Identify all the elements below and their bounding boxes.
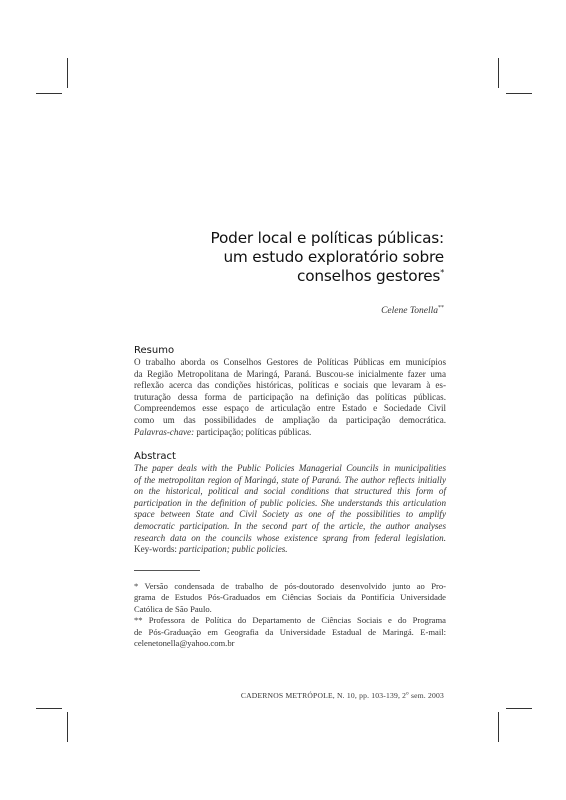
title-line: Poder local e políticas públicas:: [210, 229, 444, 247]
footnote-rule: [134, 570, 200, 571]
abstract-keywords: [134, 544, 446, 556]
abstract-line: democratic participation. In the second part of the article, the author analyses: [134, 520, 446, 531]
resumo-line: Compreendemos esse espaço de articulação entre Estado e Sociedade Civil: [134, 403, 446, 414]
abstract-line: The paper deals with the Public Policies Managerial Councils in municipalities: [134, 463, 446, 473]
footnote-email: celenetonella@yahoo.com.br: [134, 638, 235, 649]
abstract-line: on the historical, political and social conditions that structured this form of: [134, 486, 446, 497]
keywords-text: participação; políticas públicas.: [194, 426, 312, 437]
abstract-line: participation in the definition of public policies. She understands this articulation: [134, 497, 446, 508]
running-footer: [241, 691, 444, 700]
resumo-body: [134, 357, 446, 438]
crop-mark: [36, 708, 62, 709]
resumo-line: truturação dessa forma de participação na definição das políticas públicas.: [134, 391, 446, 402]
abstract-heading: Abstract: [134, 451, 176, 462]
keywords-label: Key-words:: [134, 544, 177, 555]
title-footnote-mark: *: [440, 267, 444, 277]
abstract-line: research data on the councils whose existence sprang from federal legislation.: [134, 532, 446, 543]
keywords-text: participation; public policies.: [176, 544, 288, 555]
footnote-line: ** Professora de Política do Departamento de Ciências Sociais e do Programa: [134, 615, 446, 626]
article-title: [144, 229, 444, 286]
title-line: um estudo exploratório sobre: [223, 248, 444, 266]
crop-mark: [67, 712, 68, 742]
abstract-body: [134, 463, 446, 556]
author-name: [381, 305, 444, 316]
author-name-text: Celene Tonella: [381, 306, 438, 317]
title-line-text: conselhos gestores: [297, 267, 441, 285]
keywords-label: Palavras-chave:: [134, 426, 195, 437]
footer-text: CADERNOS METRÓPOLE, N. 10, pp. 103-139, 2: [240, 691, 407, 700]
abstract-line: space between State and Civil Society as one of the possibilities to amplify: [134, 509, 446, 520]
crop-mark: [498, 58, 499, 88]
abstract-line: of the metropolitan region of Maringá, state of Paraná. The author reflects initially: [134, 474, 446, 485]
resumo-line: reflexão acerca das condições históricas, políticas e sociais que levaram à es-: [134, 380, 446, 391]
crop-mark: [498, 712, 499, 742]
crop-mark: [506, 708, 532, 709]
resumo-line: da Região Metropolitana de Maringá, Paraná. Buscou-se inicialmente fazer uma: [134, 368, 446, 379]
author-footnote-mark: **: [438, 305, 444, 311]
crop-mark: [36, 93, 62, 94]
footnote-line: Católica de São Paulo.: [134, 603, 212, 614]
title-line: [144, 267, 444, 286]
resumo-line: O trabalho aborda os Conselhos Gestores de Políticas Públicas em municípios: [134, 357, 446, 367]
footnote-line: de Pós-Graduação em Geografia da Universidade Estadual de Maringá. E-mail:: [134, 626, 446, 637]
resumo-heading: Resumo: [134, 345, 175, 356]
footnote-line: grama de Estudos Pós-Graduados em Ciências Sociais da Pontifícia Universidade: [134, 592, 446, 603]
crop-mark: [506, 93, 532, 94]
footnote-line: * Versão condensada de trabalho de pós-doutorado desenvolvido junto ao Pro-: [134, 581, 446, 591]
footer-ordinal: o: [406, 691, 409, 697]
footnotes: [134, 581, 446, 649]
crop-mark: [67, 58, 68, 88]
footer-tail: sem. 2003: [408, 691, 444, 700]
resumo-line: como um das possibilidades de ampliação da participação democrática.: [134, 414, 446, 425]
resumo-keywords: [134, 427, 446, 439]
